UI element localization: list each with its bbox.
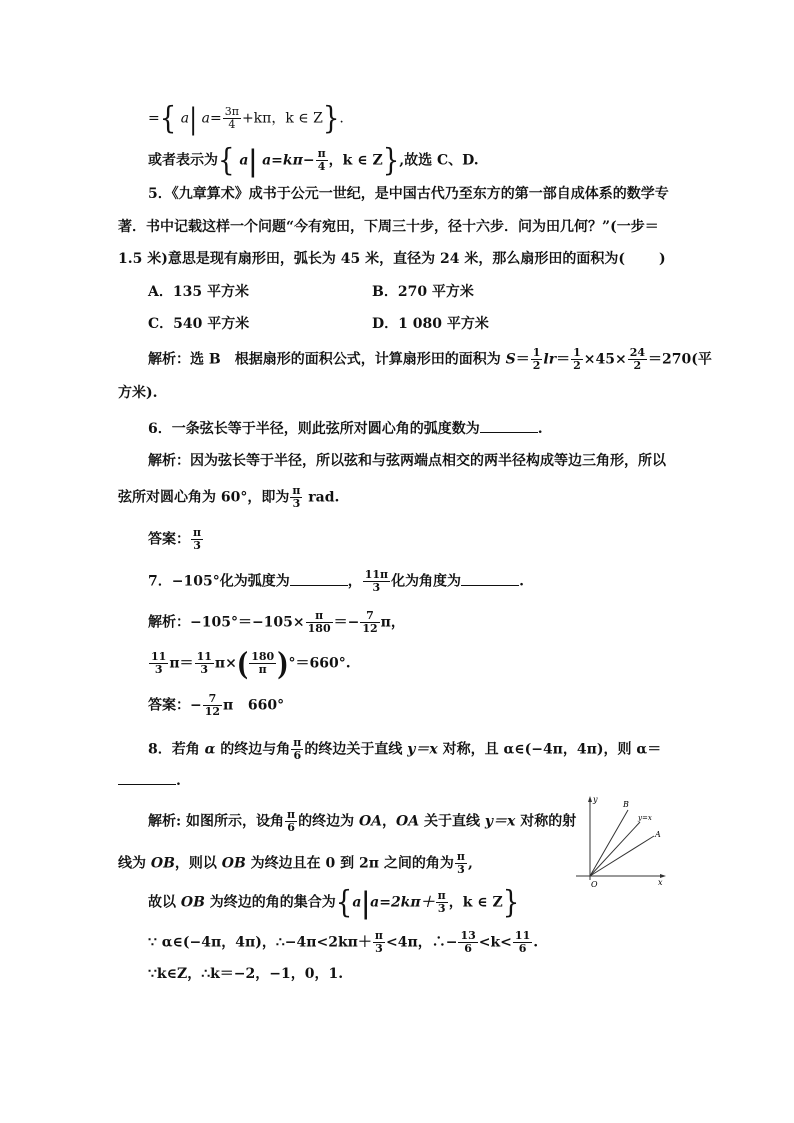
q5-option-a: A．135 平方米: [148, 284, 249, 300]
y-axis-arrow: [588, 796, 592, 802]
s6-answer: 答案： $\frac{\pi}{3}$: [148, 526, 202, 552]
set-bar: |: [248, 142, 258, 178]
set-rest: ，k ∈ Z: [328, 152, 383, 169]
s8-line-2: 线为 OB，则以 OB 为终边且在 0 到 2π 之间的角为 $\frac{\pi}{3}$ ,: [118, 850, 473, 876]
fraction-pi-4: $\frac{\pi}{4}$: [317, 147, 326, 173]
left-brace: {: [159, 100, 177, 137]
label-y: y: [593, 795, 598, 804]
left-brace: {: [218, 142, 235, 179]
q5-option-c: C．540 平方米: [148, 316, 250, 332]
ray-ob: [590, 810, 628, 876]
q5-option-d: D．1 080 平方米: [372, 316, 489, 332]
solution-label: 解析：: [148, 351, 190, 368]
answer-blank: [118, 770, 176, 785]
right-brace: }: [322, 100, 340, 137]
answer-label: 答案：: [148, 697, 190, 714]
right-brace: }: [382, 142, 400, 179]
answer-label: 答案：: [148, 531, 190, 548]
set-var: a: [180, 110, 190, 127]
answer-blank: [480, 418, 538, 433]
q8-line: 8．若角 α 的终边与角 $\frac{\pi}{6}$ 的终边关于直线 y＝x 对称，且 α∈(−4π，4π)，则 α＝: [148, 736, 662, 762]
equals-sign: =: [148, 110, 160, 127]
q5-line-3: 1.5 米)意思是现有扇形田，弧长为 45 米，直径为 24 米，那么扇形田的面积为( ): [118, 251, 666, 267]
answer-blank: [461, 571, 519, 586]
s6-line-2: 弦所对圆心角为 60°，即为 $\frac{\pi}{3}$ rad.: [118, 484, 340, 510]
set-line-2: [148, 142, 479, 179]
s6-line-1: 解析：因为弦长等于半径，所以弦和与弦两端点相交的两半径构成等边三角形，所以: [148, 453, 666, 469]
set-bar: |: [189, 101, 198, 136]
solution-label: 解析：: [148, 453, 190, 469]
set-condition: a=: [201, 110, 222, 127]
set-rest: +kπ，k ∈ Z: [241, 110, 323, 127]
q8-blank-line: .: [118, 770, 181, 790]
s8-line-4: ∵ α∈(−4π，4π)，∴−4π<2kπ＋ $\frac{\pi}{3}$ <4π，∴− $\frac{13}{6}$ <k< $\frac{11}{6}$ .: [148, 929, 539, 955]
label-a: A: [655, 830, 661, 839]
s7-answer: 答案：− $\frac{7}{12}$ π 660°: [148, 692, 285, 718]
solution-label: 解析：: [148, 614, 190, 631]
set-line-1: [148, 100, 344, 137]
label-x: x: [658, 878, 663, 887]
label-b: B: [623, 800, 629, 809]
solution-label: 解析: [148, 813, 176, 830]
q5-line-2: 著．书中记载这样一个问题“今有宛田，下周三十步，径十六步．问为田几何？”(一步＝: [118, 219, 659, 235]
s8-line-1: 解析: 如图所示，设角 $\frac{\pi}{6}$ 的终边为 OA，OA 关于直线 y＝x 对称的射: [148, 808, 577, 834]
q5-line-1: 5．《九章算术》成书于公元一世纪，是中国古代乃至东方的第一部自成体系的数学专: [148, 186, 669, 202]
s8-line-5: ∵k∈Z，∴k＝−2，−1，0，1.: [148, 966, 344, 982]
label-o: O: [591, 880, 598, 889]
choose-cd: ,故选 C、D.: [399, 152, 479, 169]
line-end: .: [339, 110, 344, 127]
q6-line: 6．一条弦长等于半径，则此弦所对圆心角的弧度数为 .: [148, 418, 543, 438]
q5-option-b: B．270 平方米: [372, 284, 474, 300]
s7-line-1: 解析：−105°＝−105× $\frac{\pi}{180}$ ＝− $\frac{7}{12}$ π，: [148, 609, 405, 635]
answer-blank: [290, 571, 348, 586]
fraction-3pi-4: $\frac{3\pi}{4}$: [224, 105, 239, 131]
angle-figure: [572, 792, 672, 892]
label-yx: y=x: [638, 814, 652, 822]
set-condition: a=kπ−: [262, 152, 315, 169]
s7-line-2: $\frac{11}{3}$ π＝ $\frac{11}{3}$ π×( $\frac{180}{\pi}$ )°＝660°.: [151, 644, 351, 682]
s8-line-3: 故以 OB 为终边的角的集合为{a|a=2kπ＋ $\frac{\pi}{3}$ ，k ∈ Z}: [148, 884, 520, 921]
alt-form-text: 或者表示为: [148, 152, 218, 169]
set-var: a: [239, 152, 249, 169]
s5-line-2: 方米).: [118, 385, 158, 401]
q7-line: 7．−105°化为弧度为 ， $\frac{11\pi}{3}$ 化为角度为 .: [148, 568, 524, 594]
s5-line-1: 解析：选 B 根据扇形的面积公式，计算扇形田的面积为 S＝ $\frac{1}{2}$ lr＝ $\frac{1}{2}$ ×45× $\frac{24}{2}$ ＝270(平: [148, 346, 712, 372]
